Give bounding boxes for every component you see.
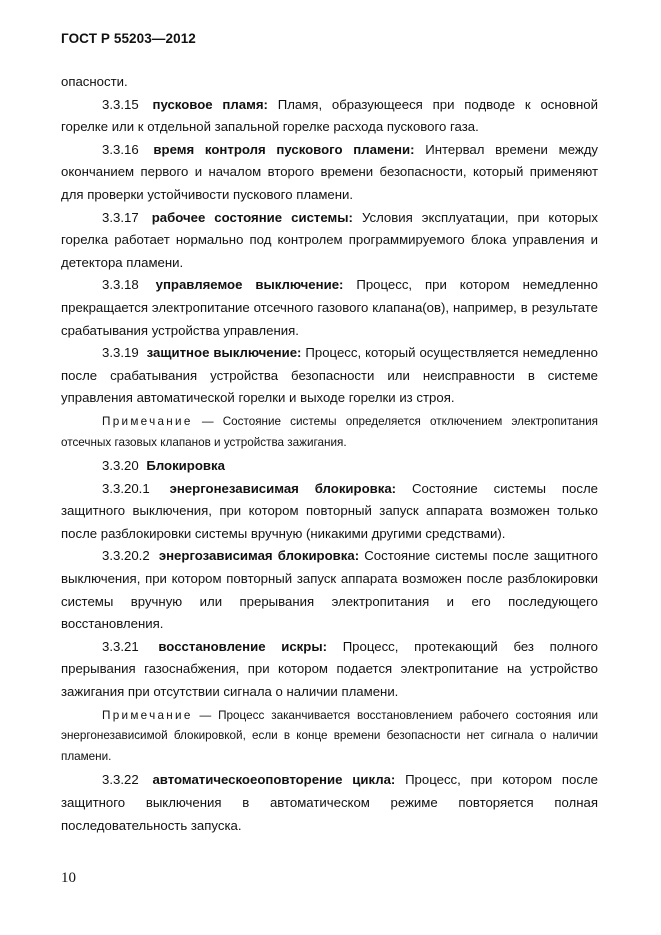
term: время контроля пускового пламени: (153, 141, 415, 157)
note-3-3-19 (61, 412, 598, 453)
term: пусковое пламя: (152, 96, 268, 112)
definition-text: Пламя, образующееся при подводе к основной горелке или к отдельной запальной горелке расхода пускового газа. (61, 96, 598, 135)
definition-text: Интервал времени между окончанием первого и началом второго времени безопасности, который применяют для проверки устойчивости пускового пламени. (61, 141, 599, 202)
note-text: Процесс заканчивается восстановлением рабочего состояния или энергонезависимой блокировкой, если в конце времени безопасности нет сигнала о наличии пламени. (61, 708, 598, 763)
note-text: Состояние системы определяется отключением электропитания отсечных газовых клапанов и устройства зажигания. (61, 414, 598, 449)
definition-text: Процесс, который осуществляется немедленно после срабатывания устройства безопасности или неисправности в системе управления автоматической горелки и выходе горелки из строя. (61, 345, 599, 406)
note-dash: — (192, 414, 223, 428)
clause-number: 3.3.20 (102, 458, 139, 474)
definition-3-3-18 (61, 274, 598, 342)
note-label: Примечание (102, 708, 193, 722)
term: энергонезависимая блокировка: (169, 480, 397, 496)
page-number: 10 (61, 870, 76, 886)
term: рабочее состояние системы: (151, 209, 353, 225)
term: управляемое выключение: (155, 277, 344, 293)
clause-number: 3.3.19 (102, 345, 139, 361)
continuation-text: опасности. (61, 74, 128, 89)
term: энергозависимая блокировка: (158, 548, 360, 564)
clause-number: 3.3.20.1 (102, 480, 150, 496)
definition-text: Состояние системы после защитного выключения, при котором повторный запуск аппарата возможен только после разблокировки системы вручную (никакими другими средствами). (61, 480, 598, 541)
clause-number: 3.3.22 (102, 772, 139, 788)
clause-number: 3.3.17 (102, 209, 139, 225)
definition-3-3-15 (61, 94, 598, 139)
definition-3-3-22 (61, 769, 598, 837)
section-title: Блокировка (146, 458, 225, 474)
definition-text: Процесс, при котором немедленно прекращается электропитание отсечного газового клапана(ов), например, в результате срабатывания устройства управления. (61, 277, 598, 338)
definition-3-3-20-1 (61, 478, 598, 546)
definition-3-3-21 (61, 636, 598, 704)
definition-text: Условия эксплуатации, при которых горелка работает нормально под контролем программируемого блока управления и детектора пламени. (61, 209, 598, 270)
clause-number: 3.3.21 (102, 638, 139, 654)
note-3-3-21 (61, 706, 598, 768)
note-label: Примечание (102, 414, 193, 428)
term: восстановление искры: (158, 638, 327, 654)
standard-designation: ГОСТ Р 55203—2012 (61, 31, 196, 46)
note-dash: — (192, 708, 219, 722)
definition-3-3-17 (61, 207, 598, 275)
document-header (61, 31, 196, 46)
definition-3-3-19 (61, 342, 598, 410)
definition-text: Состояние системы после защитного выключения, при котором повторный запуск аппарата возможен после разблокировки системы вручную или прерывания электропитания и его последующего восстановления. (61, 548, 598, 632)
term: защитное выключение: (146, 345, 302, 361)
document-body (61, 71, 598, 837)
term: автоматическоеоповторение цикла: (152, 772, 396, 788)
definition-text: Процесс, протекающий без полного прерывания газоснабжения, при котором подается электропитание на устройство зажигания при отсутствии сигнала о наличии пламени. (61, 638, 598, 700)
definition-3-3-16 (61, 139, 598, 207)
section-3-3-20 (61, 455, 598, 478)
clause-number: 3.3.15 (102, 96, 139, 112)
definition-3-3-20-2 (61, 545, 598, 635)
definition-text: Процесс, при котором после защитного выключения в автоматическом режиме повторяется полная последовательность запуска. (61, 772, 598, 833)
clause-number: 3.3.20.2 (102, 548, 150, 564)
clause-number: 3.3.16 (102, 141, 139, 157)
clause-number: 3.3.18 (102, 277, 139, 293)
